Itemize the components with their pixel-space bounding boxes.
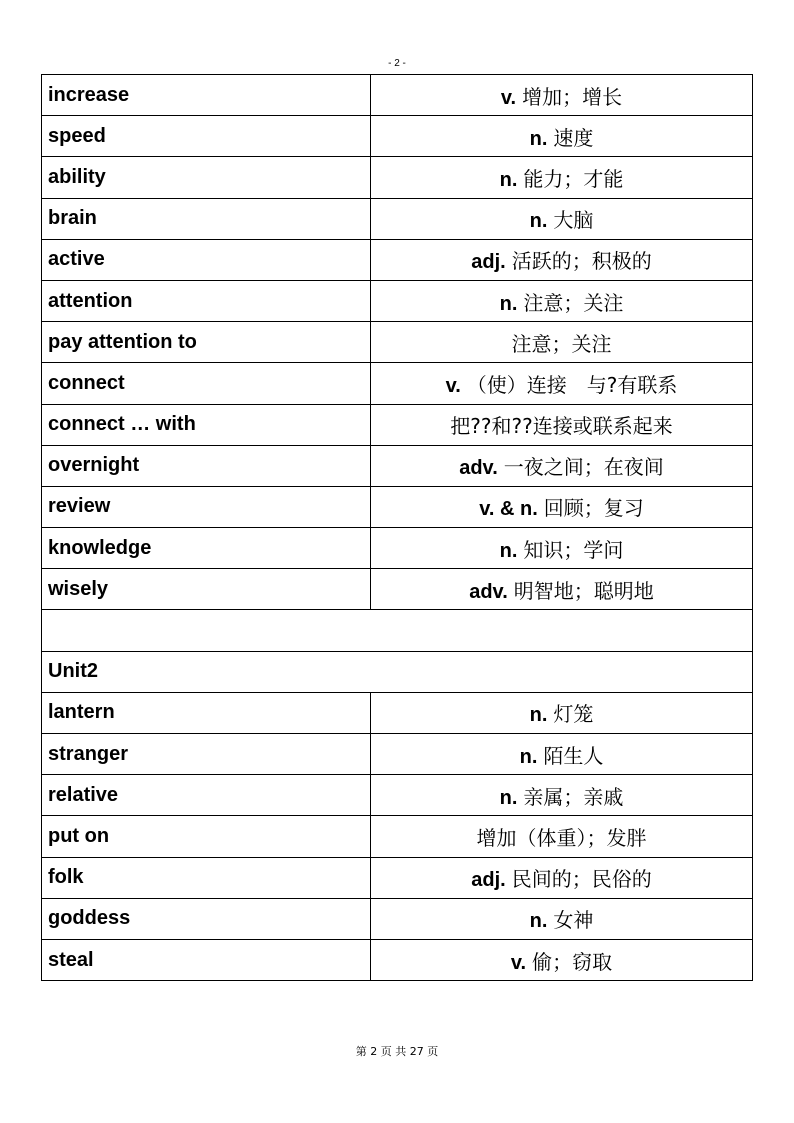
vocab-word: speed (42, 116, 371, 157)
vocab-definition (371, 569, 753, 610)
vocab-word: put on (42, 816, 371, 857)
vocab-definition (371, 816, 753, 857)
vocab-definition (371, 322, 753, 363)
table-row (42, 280, 753, 321)
vocab-definition (371, 280, 753, 321)
meaning-text: 活跃的；积极的 (511, 249, 652, 274)
blank-row-cell (42, 610, 753, 651)
meaning-text: 速度 (553, 125, 594, 150)
table-row (42, 528, 753, 569)
part-of-speech: n. (529, 910, 548, 933)
table-row (42, 116, 753, 157)
table-row (42, 404, 753, 445)
meaning-text: 陌生人 (543, 743, 604, 768)
vocab-word: folk (42, 857, 371, 898)
vocab-word: attention (42, 280, 371, 321)
meaning-text: 增加；增长 (522, 84, 623, 109)
vocab-word: knowledge (42, 528, 371, 569)
vocab-word: stranger (42, 734, 371, 775)
vocab-definition (371, 75, 753, 116)
part-of-speech: v. & n. (479, 498, 538, 521)
meaning-text: 注意；关注 (523, 290, 624, 315)
table-row (42, 857, 753, 898)
table-row (42, 816, 753, 857)
vocab-definition (371, 363, 753, 404)
vocab-word: steal (42, 939, 371, 980)
part-of-speech: n. (519, 745, 538, 768)
part-of-speech: n. (499, 292, 518, 315)
part-of-speech: adj. (471, 251, 506, 274)
vocabulary-table (41, 74, 753, 981)
page-footer: 第 2 页 共 27 页 (355, 1045, 439, 1058)
vocab-definition (371, 898, 753, 939)
meaning-text: 民间的；民俗的 (511, 867, 652, 892)
vocab-word: active (42, 239, 371, 280)
part-of-speech: n. (499, 168, 518, 191)
vocab-definition (371, 775, 753, 816)
meaning-text: 明智地；聪明地 (513, 578, 654, 603)
table-row (42, 75, 753, 116)
part-of-speech: adj. (471, 869, 506, 892)
table-row (42, 734, 753, 775)
vocab-definition (371, 116, 753, 157)
table-row (42, 569, 753, 610)
table-row (42, 486, 753, 527)
meaning-text: 一夜之间；在夜间 (503, 455, 664, 480)
table-row (42, 692, 753, 733)
table-row (42, 239, 753, 280)
table-row (42, 157, 753, 198)
vocab-definition (371, 404, 753, 445)
table-row (42, 445, 753, 486)
vocab-word: wisely (42, 569, 371, 610)
table-row (42, 651, 753, 692)
vocab-word: brain (42, 198, 371, 239)
vocab-word: relative (42, 775, 371, 816)
part-of-speech: v. (510, 951, 527, 974)
meaning-text: 知识；学问 (523, 537, 624, 562)
meaning-text: （使）连接 与?有联系 (466, 372, 678, 397)
vocab-definition (371, 239, 753, 280)
part-of-speech: n. (499, 539, 518, 562)
part-of-speech: n. (529, 210, 548, 233)
table-row (42, 898, 753, 939)
meaning-text: 增加（体重）；发胖 (476, 825, 647, 850)
part-of-speech: adv. (469, 580, 508, 603)
vocab-word: ability (42, 157, 371, 198)
table-row (42, 363, 753, 404)
table-row (42, 610, 753, 651)
meaning-text: 亲属；亲戚 (523, 784, 624, 809)
part-of-speech: adv. (459, 457, 498, 480)
part-of-speech: v. (500, 86, 517, 109)
section-heading: Unit2 (42, 651, 753, 692)
meaning-text: 偷；窃取 (532, 949, 613, 974)
table-row (42, 198, 753, 239)
vocab-definition (371, 692, 753, 733)
meaning-text: 女神 (553, 908, 594, 933)
table-row (42, 775, 753, 816)
vocab-definition (371, 157, 753, 198)
meaning-text: 灯笼 (553, 702, 594, 727)
vocab-definition (371, 198, 753, 239)
vocab-word: increase (42, 75, 371, 116)
vocab-definition (371, 857, 753, 898)
meaning-text: 把??和??连接或联系起来 (450, 414, 673, 439)
vocab-word: goddess (42, 898, 371, 939)
part-of-speech: n. (499, 786, 518, 809)
vocab-word: review (42, 486, 371, 527)
part-of-speech: n. (529, 704, 548, 727)
meaning-text: 注意；关注 (511, 331, 612, 356)
meaning-text: 大脑 (553, 208, 594, 233)
vocab-word: pay attention to (42, 322, 371, 363)
vocab-definition (371, 939, 753, 980)
vocab-word: lantern (42, 692, 371, 733)
part-of-speech: n. (529, 127, 548, 150)
vocab-definition (371, 445, 753, 486)
vocab-definition (371, 528, 753, 569)
vocab-word: connect (42, 363, 371, 404)
vocab-word: overnight (42, 445, 371, 486)
vocab-definition (371, 734, 753, 775)
meaning-text: 回顾；复习 (543, 496, 644, 521)
meaning-text: 能力；才能 (523, 166, 624, 191)
part-of-speech: v. (445, 374, 461, 397)
vocab-word: connect … with (42, 404, 371, 445)
page-number-header: - 2 - (388, 58, 406, 69)
table-row (42, 322, 753, 363)
vocab-definition (371, 486, 753, 527)
table-row (42, 939, 753, 980)
